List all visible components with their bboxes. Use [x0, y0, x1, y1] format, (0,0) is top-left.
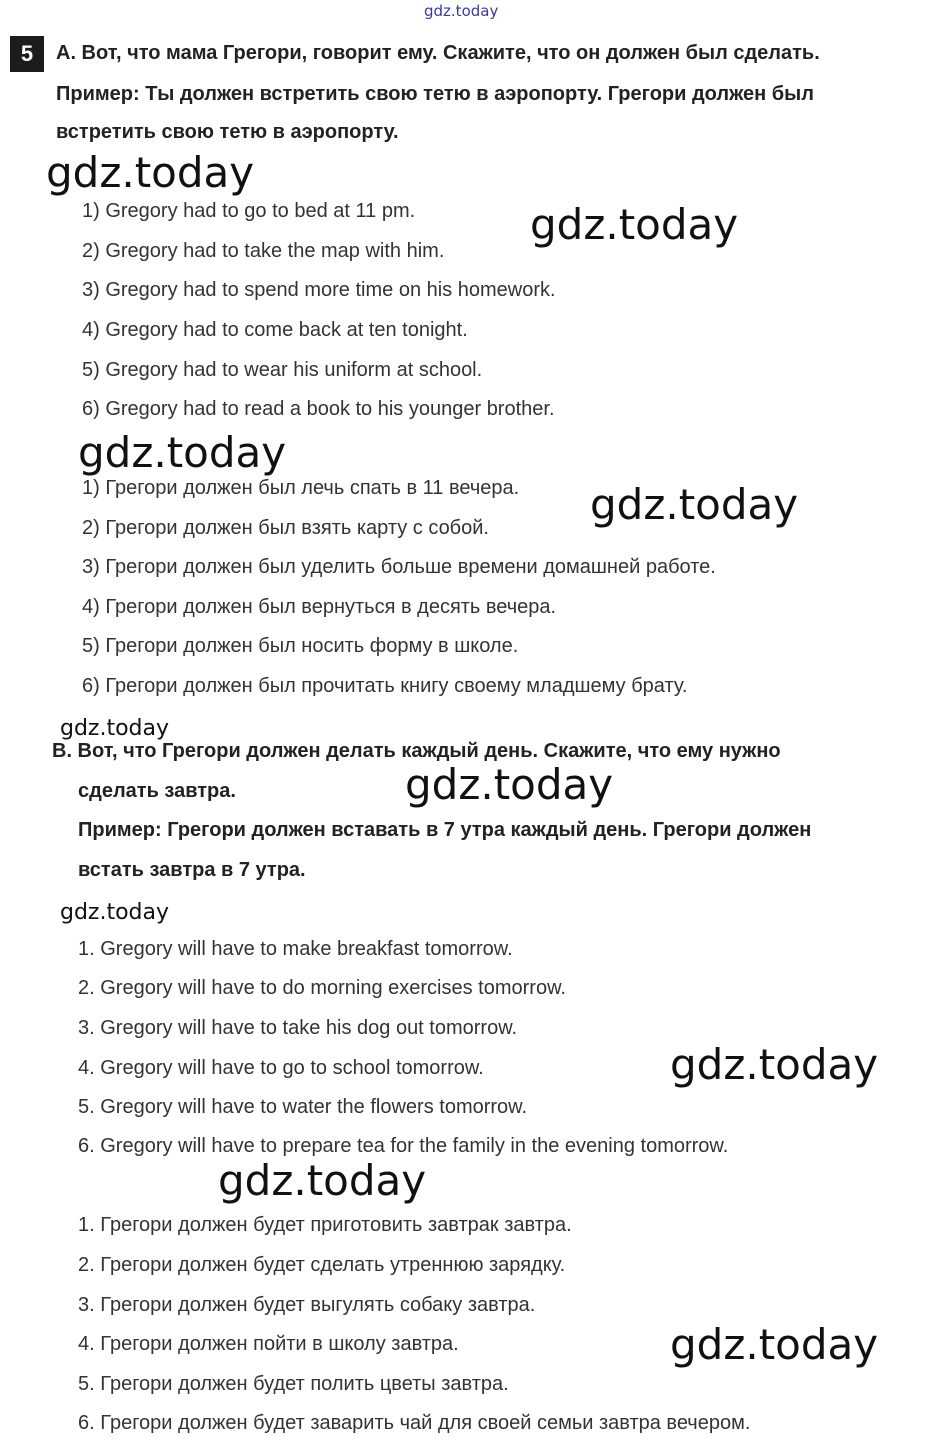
- part-a-english-item: 4) Gregory had to come back at ten tonight.: [82, 319, 468, 341]
- part-a-example-line-1: Пример: Ты должен встретить свою тетю в аэропорту. Грегори должен был: [56, 83, 814, 105]
- watermark: gdz.today: [218, 1156, 427, 1205]
- watermark: gdz.today: [670, 1320, 879, 1369]
- watermark: gdz.today: [46, 148, 255, 197]
- part-a-russian-item: 5) Грегори должен был носить форму в школе.: [82, 635, 519, 657]
- part-b-example-line-2: встать завтра в 7 утра.: [78, 859, 306, 881]
- part-a-russian-item: 1) Грегори должен был лечь спать в 11 вечера.: [82, 477, 520, 499]
- watermark: gdz.today: [78, 428, 287, 477]
- part-b-english-item: 3. Gregory will have to take his dog out tomorrow.: [78, 1017, 518, 1039]
- part-b-english-item: 6. Gregory will have to prepare tea for the family in the evening tomorrow.: [78, 1135, 729, 1157]
- part-b-instruction-line-2: сделать завтра.: [78, 780, 236, 802]
- part-b-russian-item: 4. Грегори должен пойти в школу завтра.: [78, 1333, 459, 1355]
- part-b-english-item: 4. Gregory will have to go to school tomorrow.: [78, 1057, 484, 1079]
- part-b-russian-item: 6. Грегори должен будет заварить чай для своей семьи завтра вечером.: [78, 1412, 751, 1434]
- exercise-number-badge: 5: [10, 36, 44, 72]
- part-b-english-item: 2. Gregory will have to do morning exercises tomorrow.: [78, 977, 566, 999]
- part-a-english-item: 6) Gregory had to read a book to his younger brother.: [82, 398, 555, 420]
- part-b-russian-item: 3. Грегори должен будет выгулять собаку завтра.: [78, 1294, 536, 1316]
- part-b-russian-item: 2. Грегори должен будет сделать утреннюю зарядку.: [78, 1254, 566, 1276]
- watermark-top: gdz.today: [424, 2, 499, 20]
- watermark: gdz.today: [60, 900, 170, 925]
- part-a-english-item: 1) Gregory had to go to bed at 11 pm.: [82, 200, 416, 222]
- watermark: gdz.today: [405, 760, 614, 809]
- part-a-russian-item: 6) Грегори должен был прочитать книгу своему младшему брату.: [82, 675, 688, 697]
- part-a-english-item: 3) Gregory had to spend more time on his homework.: [82, 279, 556, 301]
- watermark: gdz.today: [590, 480, 799, 529]
- part-b-russian-item: 1. Грегори должен будет приготовить завтрак завтра.: [78, 1214, 572, 1236]
- part-a-english-item: 5) Gregory had to wear his uniform at school.: [82, 359, 483, 381]
- watermark: gdz.today: [670, 1040, 879, 1089]
- part-b-instruction-line-1: В. Вот, что Грегори должен делать каждый день. Скажите, что ему нужно: [52, 740, 781, 762]
- part-b-example-line-1: Пример: Грегори должен вставать в 7 утра каждый день. Грегори должен: [78, 819, 812, 841]
- part-b-english-item: 5. Gregory will have to water the flowers tomorrow.: [78, 1096, 528, 1118]
- part-a-russian-item: 4) Грегори должен был вернуться в десять вечера.: [82, 596, 557, 618]
- watermark: gdz.today: [530, 200, 739, 249]
- part-a-russian-item: 2) Грегори должен был взять карту с собой.: [82, 517, 489, 539]
- part-a-russian-item: 3) Грегори должен был уделить больше времени домашней работе.: [82, 556, 716, 578]
- part-b-english-item: 1. Gregory will have to make breakfast tomorrow.: [78, 938, 513, 960]
- part-b-russian-item: 5. Грегори должен будет полить цветы завтра.: [78, 1373, 509, 1395]
- watermark: gdz.today: [60, 716, 170, 741]
- part-a-english-item: 2) Gregory had to take the map with him.: [82, 240, 445, 262]
- part-a-example-line-2: встретить свою тетю в аэропорту.: [56, 121, 399, 143]
- part-a-instruction: А. Вот, что мама Грегори, говорит ему. Скажите, что он должен был сделать.: [56, 42, 820, 64]
